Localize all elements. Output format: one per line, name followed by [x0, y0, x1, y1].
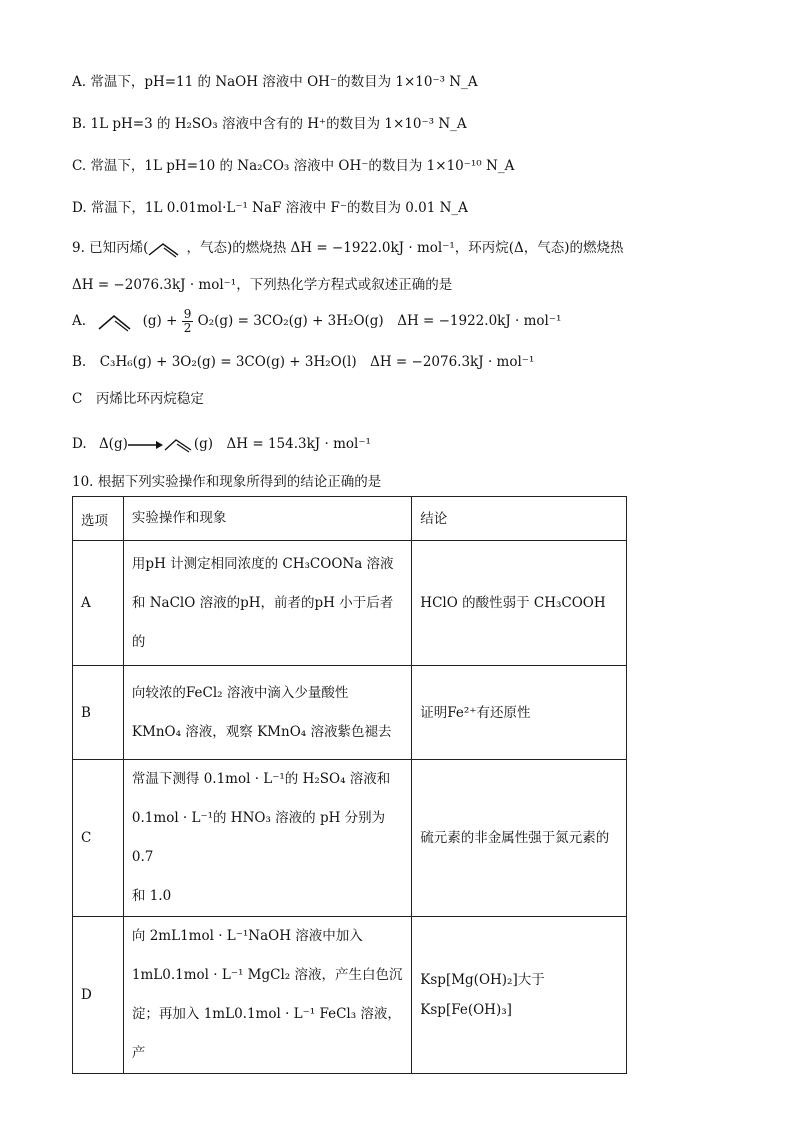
- q8-option-d: D. 常温下，1L 0.01mol·L⁻¹ NaF 溶液中 F⁻的数目为 0.01 N_A: [72, 200, 468, 216]
- propene-structure-icon: [164, 438, 194, 452]
- nine-halves-fraction: [182, 308, 194, 335]
- q8-option-c: C. 常温下，1L pH=10 的 Na₂CO₃ 溶液中 OH⁻的数目为 1×10⁻¹⁰ N_A: [72, 158, 515, 174]
- q9-option-a-rest: O₂(g) = 3CO₂(g) + 3H₂O(g) ΔH = −1922.0kJ · mol⁻¹: [197, 313, 562, 329]
- conclusion-line: 证明Fe²⁺有还原性: [420, 704, 531, 721]
- row-option: A: [73, 541, 124, 666]
- row-option: C: [73, 760, 124, 917]
- operation-line: 的: [131, 633, 146, 650]
- header-option: 选项: [73, 497, 124, 541]
- q10-stem: 10. 根据下列实验操作和现象所得到的结论正确的是: [72, 474, 382, 490]
- header-conclusion: 结论: [412, 497, 627, 541]
- q8-option-a: A. 常温下，pH=11 的 NaOH 溶液中 OH⁻的数目为 1×10⁻³ N_A: [72, 74, 478, 90]
- row-operation: [123, 541, 411, 666]
- propene-structure-icon: [98, 313, 138, 331]
- row-option: D: [73, 917, 124, 1074]
- conclusion-line: Ksp[Fe(OH)₃]: [420, 1002, 512, 1018]
- operation-line: 和 1.0: [131, 888, 172, 904]
- operation-line: 常温下测得 0.1mol · L⁻¹的 H₂SO₄ 溶液和: [131, 771, 391, 787]
- fraction-numerator: 9: [183, 307, 192, 321]
- q8-option-b: B. 1L pH=3 的 H₂SO₃ 溶液中含有的 H⁺的数目为 1×10⁻³ N_A: [72, 116, 467, 132]
- operation-line: 淀；再加入 1mL0.1mol · L⁻¹ FeCl₃ 溶液，产: [131, 1006, 401, 1061]
- conclusion-line: HClO 的酸性弱于 CH₃COOH: [420, 595, 606, 611]
- q9-option-a: [72, 307, 561, 335]
- q9-stem-line2: ΔH = −2076.3kJ · mol⁻¹，下列热化学方程式或叙述正确的是: [72, 277, 453, 293]
- row-operation: [123, 917, 411, 1074]
- row-conclusion: [412, 917, 627, 1074]
- operation-line: KMnO₄ 溶液，观察 KMnO₄ 溶液紫色褪去: [131, 723, 392, 740]
- q9-option-a-mid: (g) +: [142, 313, 178, 329]
- reaction-arrow-icon: [128, 440, 164, 450]
- table-row: [73, 541, 627, 666]
- operation-line: 和 NaClO 溶液的pH，前者的pH 小于后者: [131, 594, 394, 611]
- row-conclusion: [412, 541, 627, 666]
- operation-line: 用pH 计测定相同浓度的 CH₃COONa 溶液: [131, 555, 394, 572]
- table-row: [73, 760, 627, 917]
- q9-option-d-label: D.: [72, 436, 87, 452]
- q9-stem-part1: 9. 已知丙烯(: [72, 240, 149, 256]
- q9-option-d-right: (g) ΔH = 154.3kJ · mol⁻¹: [193, 436, 371, 452]
- q9-option-c: C 丙烯比环丙烷稳定: [72, 391, 204, 407]
- row-option: B: [73, 666, 124, 760]
- table-row: [73, 666, 627, 760]
- table-header-row: [73, 497, 627, 541]
- q9-stem-line1: [72, 238, 624, 258]
- operation-line: 0.1mol · L⁻¹的 HNO₃ 溶液的 pH 分别为 0.7: [131, 810, 386, 865]
- propene-structure-icon: [148, 241, 186, 257]
- operation-line: 1mL0.1mol · L⁻¹ MgCl₂ 溶液，产生白色沉: [131, 967, 403, 983]
- q9-option-d: [72, 434, 371, 454]
- row-operation: [123, 666, 411, 760]
- operation-line: 向 2mL1mol · L⁻¹NaOH 溶液中加入: [131, 928, 363, 944]
- experiment-table: [72, 496, 627, 1074]
- conclusion-line: 硫元素的非金属性强于氮元素的: [420, 830, 610, 846]
- header-operation: 实验操作和现象: [123, 497, 411, 541]
- q9-stem-part2: ，气态)的燃烧热 ΔH = −1922.0kJ · mol⁻¹，环丙烷(Δ，气态)的燃烧热: [186, 240, 624, 256]
- q9-option-b: B. C₃H₆(g) + 3O₂(g) = 3CO(g) + 3H₂O(l) ΔH = −2076.3kJ · mol⁻¹: [72, 354, 535, 370]
- table-row: [73, 917, 627, 1074]
- row-conclusion: [412, 760, 627, 917]
- q9-option-a-label: A.: [72, 313, 87, 329]
- q9-option-d-left: Δ(g): [98, 436, 128, 452]
- fraction-denominator: 2: [183, 321, 192, 335]
- row-conclusion: [412, 666, 627, 760]
- operation-line: 向较浓的FeCl₂ 溶液中滴入少量酸性: [131, 684, 349, 701]
- row-operation: [123, 760, 411, 917]
- conclusion-line: Ksp[Mg(OH)₂]大于: [420, 972, 545, 988]
